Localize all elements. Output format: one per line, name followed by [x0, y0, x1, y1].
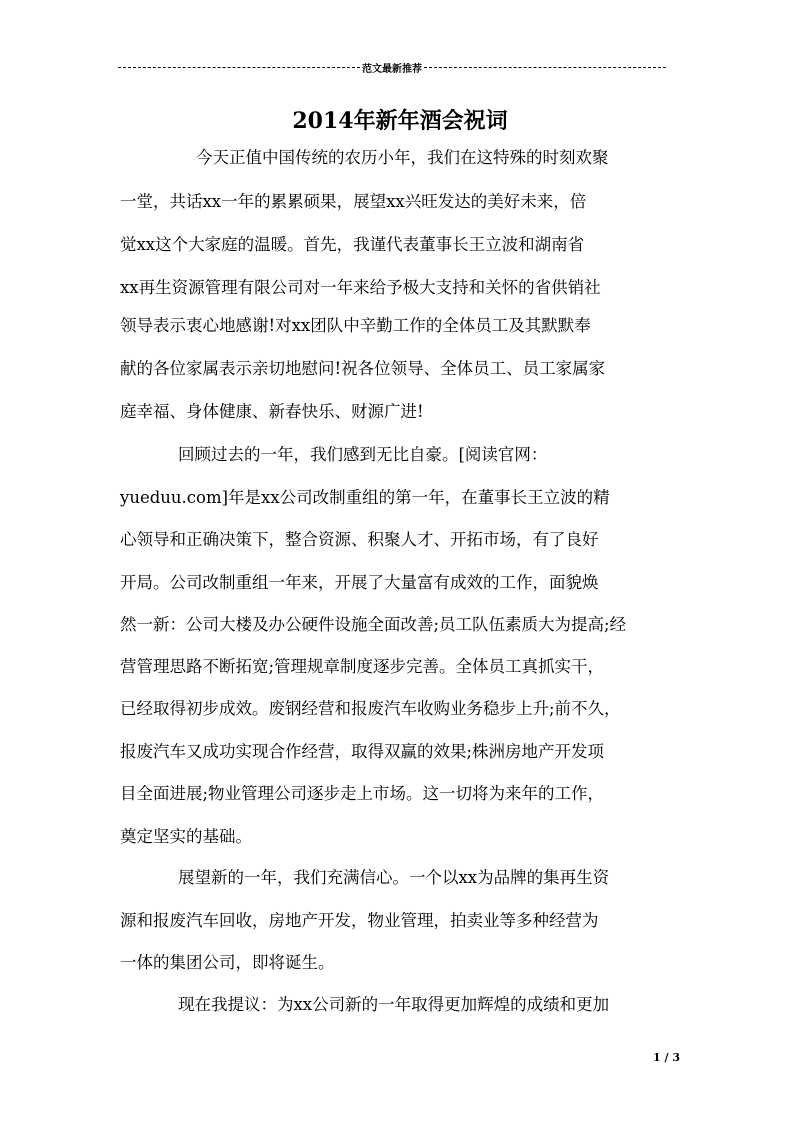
text-line: 开局。公司改制重组一年来，开展了大量富有成效的工作，面貌焕: [120, 573, 599, 592]
text-line: yueduu.com]年是xx公司改制重组的第一年，在董事长王立波的精: [120, 488, 610, 507]
text-line: 展望新的一年，我们充满信心。一个以xx为品牌的集再生资: [178, 868, 610, 887]
header-label: 范文最新推荐: [362, 63, 422, 75]
header-divider: [118, 60, 666, 74]
text-line: 献的各位家属表示亲切地慰问!祝各位领导、全体员工、员工家属家: [120, 359, 606, 378]
text-line: 觉xx这个大家庭的温暖。首先，我谨代表董事长王立波和湖南省: [120, 235, 585, 254]
text-line: 然一新：公司大楼及办公硬件设施全面改善;员工队伍素质大为提高;经: [120, 615, 627, 634]
header-dash-right: [424, 67, 666, 68]
text-line: 领导表示衷心地感谢!对xx团队中辛勤工作的全体员工及其默默奉: [120, 316, 591, 335]
text-line: 报废汽车又成功实现合作经营，取得双赢的效果;株洲房地产开发项: [120, 742, 605, 761]
text-line: 营管理思路不断拓宽;管理规章制度逐步完善。全体员工真抓实干，: [120, 657, 605, 676]
text-line: 一堂，共话xx一年的累累硕果，展望xx兴旺发达的美好未来，倍: [120, 192, 587, 211]
text-line: 已经取得初步成效。废钢经营和报废汽车收购业务稳步上升;前不久，: [120, 699, 621, 718]
header-dash-left: [118, 67, 360, 68]
text-line: 庭幸福、身体健康、新春快乐、财源广进!: [120, 402, 424, 421]
text-line: 奠定坚实的基础。: [120, 827, 252, 846]
document-title: 2014年新年酒会祝词: [292, 108, 508, 134]
text-line: 回顾过去的一年，我们感到无比自豪。[阅读官网：: [178, 445, 548, 464]
text-line: 今天正值中国传统的农历小年，我们在这特殊的时刻欢聚: [196, 148, 609, 167]
page-number: 1 / 3: [653, 1051, 680, 1064]
text-line: 目全面进展;物业管理公司逐步走上市场。这一切将为来年的工作，: [120, 784, 605, 803]
text-line: 现在我提议：为xx公司新的一年取得更加辉煌的成绩和更加: [178, 995, 610, 1014]
text-line: 一体的集团公司，即将诞生。: [120, 953, 335, 972]
text-line: 源和报废汽车回收，房地产开发，物业管理，拍卖业等多种经营为: [120, 911, 599, 930]
text-line: xx再生资源管理有限公司对一年来给予极大支持和关怀的省供销社: [120, 278, 601, 297]
text-line: 心领导和正确决策下，整合资源、积聚人才、开拓市场，有了良好: [120, 530, 599, 549]
